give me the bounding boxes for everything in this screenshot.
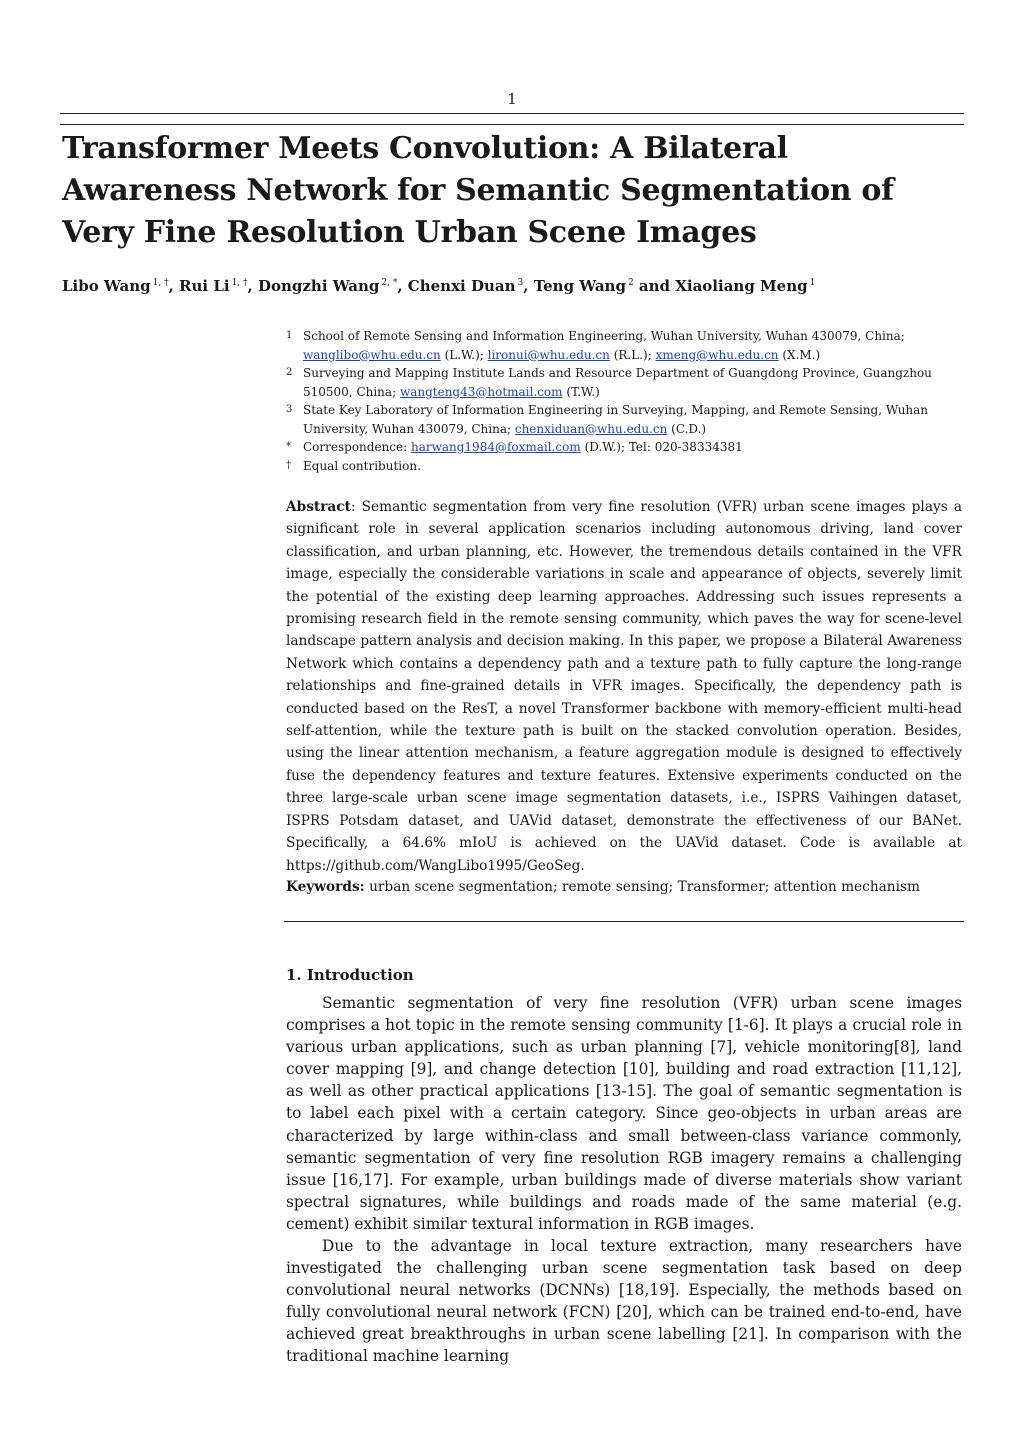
header-rule-bottom	[60, 124, 964, 125]
keywords-label: Keywords:	[286, 879, 365, 895]
email-link[interactable]: wangteng43@hotmail.com	[399, 384, 563, 399]
abstract	[286, 496, 962, 877]
abstract-divider	[284, 921, 964, 922]
header-rule-top	[60, 113, 964, 114]
affiliation-mark: 3	[286, 404, 293, 415]
equal-contribution-note: † Equal contribution.	[286, 457, 966, 476]
affiliation-mark: †	[286, 459, 291, 471]
author: Libo Wang $^{1, \dagger}$,	[62, 277, 180, 295]
email-link[interactable]: xmeng@whu.edu.cn	[655, 347, 779, 362]
keywords-text: urban scene segmentation; remote sensing; Transformer; attention mechanism	[364, 879, 920, 895]
affiliation-mark: 1	[286, 330, 293, 341]
correspondence: * Correspondence: harwang1984@foxmail.com (D.W.); Tel: 020-38334381	[286, 438, 966, 457]
affiliation-3: 3 State Key Laboratory of Information Engineering in Surveying, Mapping, and Remote Sensing, Wuhan University, Wuhan 430079, China; chenxiduan@whu.edu.cn (C.D.)	[286, 401, 966, 438]
email-link[interactable]: wanglibo@whu.edu.cn	[303, 347, 441, 362]
affiliation-2: 2 Surveying and Mapping Institute Lands and Resource Department of Guangdong Province, Guangzhou 510500, China; wangteng43@hotmail.com (T.W.)	[286, 364, 966, 401]
author: Teng Wang $^2$ and	[533, 277, 676, 295]
abstract-text: : Semantic segmentation from very fine resolution (VFR) urban scene images plays a significant role in several application scenarios including autonomous driving, land cover classification, and urban planning, etc. However, the tremendous details contained in the VFR image, especially the considerable variations in scale and appearance of objects, severely limit the potential of the existing deep learning approaches. Addressing such issues represents a promising research field in the remote sensing community, which paves the way for scene-level landscape pattern analysis and decision making. In this paper, we propose a Bilateral Awareness Network which contains a dependency path and a texture path to fully capture the long-range relationships and fine-grained details in VFR images. Specifically, the dependency path is conducted based on the ResT, a novel Transformer backbone with memory-efficient multi-head self-attention, while the texture path is built on the stacked convolution operation. Besides, using the linear attention mechanism, a feature aggregation module is designed to effectively fuse the dependency features and texture features. Extensive experiments conducted on the three large-scale urban scene image segmentation datasets, i.e., ISPRS Vaihingen dataset, ISPRS Potsdam dataset, and UAVid dataset, demonstrate the effectiveness of our BANet. Specifically, a 64.6% mIoU is achieved on the UAVid dataset. Code is available at https://github.com/WangLibo1995/GeoSeg.	[286, 499, 962, 874]
abstract-label: Abstract	[286, 499, 351, 515]
intro-paragraph-2: Due to the advantage in local texture extraction, many researchers have investigated the challenging urban scene segmentation task based on deep convolutional neural networks (DCNNs) [18,19]. Especially, the methods based on fully convolutional neural network (FCN) [20], which can be trained end-to-end, have achieved great breakthroughs in urban scene labelling [21]. In comparison with the traditional machine learning	[286, 1237, 962, 1366]
email-link[interactable]: chenxiduan@whu.edu.cn	[514, 421, 668, 436]
author: Chenxi Duan $^3$,	[407, 277, 534, 295]
page-number: 1	[507, 90, 517, 108]
affiliation-1: 1 School of Remote Sensing and Information Engineering, Wuhan University, Wuhan 430079, China; wanglibo@whu.edu.cn (L.W.); lironui@whu.edu.cn (R.L.); xmeng@whu.edu.cn (X.M.)	[286, 327, 966, 364]
author: Rui Li $^{1, \dagger}$,	[179, 277, 258, 295]
affiliation-mark: *	[286, 441, 291, 452]
section-heading: 1. Introduction	[286, 966, 414, 984]
affiliations	[286, 327, 966, 475]
intro-paragraph-1: Semantic segmentation of very fine resolution (VFR) urban scene images comprises a hot topic in the remote sensing community [1-6]. It plays a crucial role in various urban applications, such as urban planning [7], vehicle monitoring[8], land cover mapping [9], and change detection [10], building and road extraction [11,12], as well as other practical applications [13-15]. The goal of semantic segmentation is to label each pixel with a certain category. Since geo-objects in urban areas are characterized by large within-class and small between-class variance commonly, semantic segmentation of very fine resolution RGB imagery remains a challenging issue [16,17]. For example, urban buildings made of diverse materials show variant spectral signatures, while buildings and roads made of the same material (e.g. cement) exhibit similar textural information in RGB images.	[286, 994, 962, 1233]
author-list	[62, 272, 962, 297]
paper-title: Transformer Meets Convolution: A Bilateral Awareness Network for Semantic Segmentation of Very Fine Resolution Urban Scene Images	[62, 131, 894, 250]
email-link[interactable]: lironui@whu.edu.cn	[487, 347, 610, 362]
email-link[interactable]: harwang1984@foxmail.com	[410, 440, 581, 454]
keywords	[286, 876, 962, 898]
author: Xiaoliang Meng $^1$	[675, 277, 816, 295]
affiliation-mark: 2	[286, 367, 293, 378]
author: Dongzhi Wang $^{2, *}$,	[257, 277, 408, 295]
